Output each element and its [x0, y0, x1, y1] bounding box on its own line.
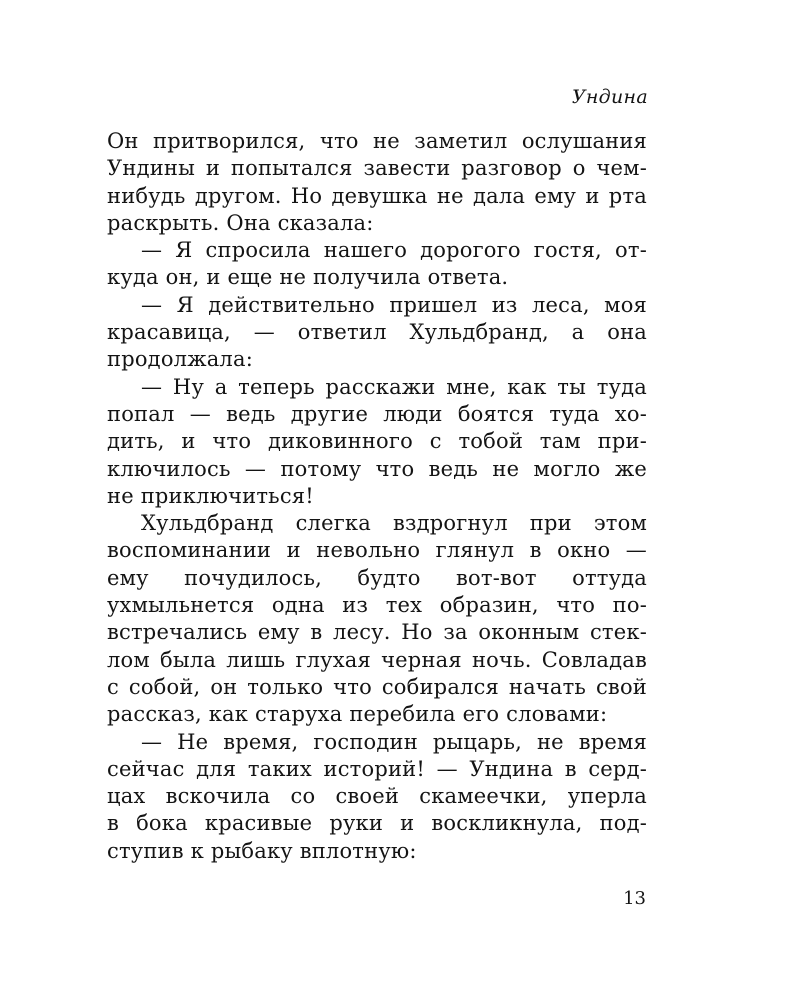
text-line: — Не время, господин рыцарь, не время — [141, 729, 647, 754]
text-line: куда он, и еще не получила ответа. — [107, 265, 509, 290]
text-line: лом была лишь глухая черная ночь. Совладав — [107, 647, 647, 672]
text-line: Он притворился, что не заметил ослушания — [107, 129, 647, 153]
body-text — [107, 128, 647, 865]
text-line: с собой, он только что собирался начать свой — [107, 674, 647, 699]
text-line: нибудь другом. Но девушка не дала ему и рта — [107, 183, 647, 208]
text-line: ухмыльнется одна из тех образин, что по- — [107, 593, 647, 618]
text-line: ему почудилось, будто вот-вот оттуда — [107, 565, 647, 590]
text-line: — Ну а теперь расскажи мне, как ты туда — [141, 374, 647, 399]
text-line: — Я действительно пришел из леса, моя — [141, 292, 647, 317]
text-line: сейчас для таких историй! — Ундина в серд- — [107, 756, 647, 781]
text-line: ключилось — потому что ведь не могло же — [107, 456, 647, 481]
page-number: 13 — [623, 888, 646, 909]
text-line: встречались ему в лесу. Но за оконным стек- — [107, 620, 647, 645]
text-line: дить, и что диковинного с тобой там при- — [107, 429, 647, 454]
text-line: Хульдбранд слегка вздрогнул при этом — [141, 511, 647, 536]
text-line: не приключиться! — [107, 483, 314, 508]
text-line: воспоминании и невольно глянул в окно — — [107, 538, 647, 563]
text-line: Ундины и попытался завести разговор о чем- — [107, 156, 647, 181]
text-line: попал — ведь другие люди боятся туда хо- — [107, 401, 647, 426]
running-title: Ундина — [571, 86, 648, 108]
text-line: ступив к рыбаку вплотную: — [107, 838, 417, 863]
text-line: продолжала: — [107, 347, 253, 372]
text-line: цах вскочила со своей скамеечки, уперла — [107, 784, 647, 809]
text-line: рассказ, как старуха перебила его словами: — [107, 702, 608, 727]
text-line: — Я спросила нашего дорогого гостя, от- — [141, 238, 647, 263]
text-line: красавица, — ответил Хульдбранд, а она — [107, 320, 647, 345]
text-line: в бока красивые руки и воскликнула, под- — [107, 811, 647, 836]
text-line: раскрыть. Она сказала: — [107, 210, 374, 235]
